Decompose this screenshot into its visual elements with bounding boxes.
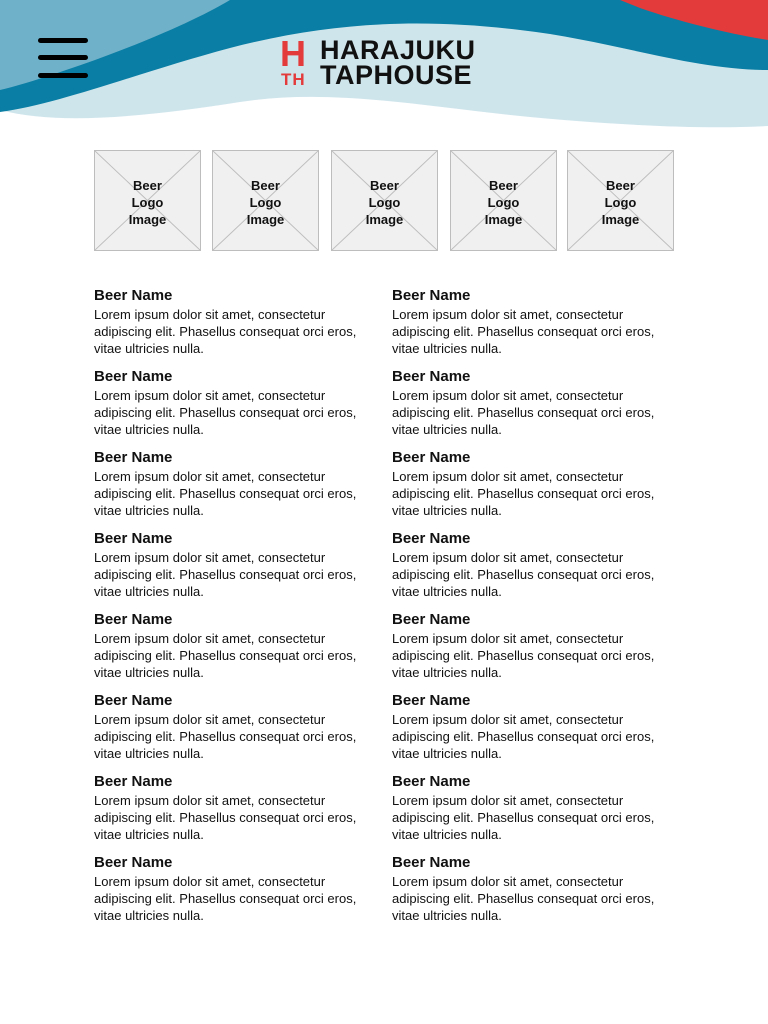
beer-logo-image bbox=[331, 150, 438, 251]
beer-logo-image bbox=[94, 150, 201, 251]
beer-logo-image bbox=[567, 150, 674, 251]
brand-name-line1: HARAJUKU bbox=[320, 35, 476, 65]
brand-name bbox=[320, 35, 476, 90]
beer-description: Lorem ipsum dolor sit amet, consectetur adipiscing elit. Phasellus consequat orci eros, vitae ultricies nulla. bbox=[94, 631, 357, 680]
brand-name-line2: TAPHOUSE bbox=[320, 60, 473, 90]
beer-description: Lorem ipsum dolor sit amet, consectetur adipiscing elit. Phasellus consequat orci eros, vitae ultricies nulla. bbox=[94, 469, 357, 518]
beer-description: Lorem ipsum dolor sit amet, consectetur adipiscing elit. Phasellus consequat orci eros, vitae ultricies nulla. bbox=[392, 712, 655, 761]
beer-name: Beer Name bbox=[392, 611, 471, 628]
beer-name: Beer Name bbox=[392, 449, 471, 466]
brand-mark bbox=[280, 33, 316, 90]
beer-description: Lorem ipsum dolor sit amet, consectetur adipiscing elit. Phasellus consequat orci eros, vitae ultricies nulla. bbox=[392, 469, 655, 518]
beer-name: Beer Name bbox=[392, 854, 471, 871]
beer-description: Lorem ipsum dolor sit amet, consectetur adipiscing elit. Phasellus consequat orci eros, vitae ultricies nulla. bbox=[94, 712, 357, 761]
beer-name: Beer Name bbox=[94, 368, 173, 385]
beer-name: Beer Name bbox=[94, 449, 173, 466]
beer-description: Lorem ipsum dolor sit amet, consectetur adipiscing elit. Phasellus consequat orci eros, vitae ultricies nulla. bbox=[392, 307, 655, 356]
beer-logo-label: Beer Logo Image bbox=[246, 178, 285, 227]
beer-description: Lorem ipsum dolor sit amet, consectetur adipiscing elit. Phasellus consequat orci eros, vitae ultricies nulla. bbox=[392, 631, 655, 680]
beer-list-item[interactable] bbox=[392, 854, 677, 924]
beer-name: Beer Name bbox=[94, 611, 173, 628]
beer-logo-label: Beer Logo Image bbox=[484, 178, 523, 227]
beer-list-item[interactable] bbox=[94, 773, 379, 843]
beer-list-item[interactable] bbox=[94, 611, 379, 681]
beer-name: Beer Name bbox=[94, 692, 173, 709]
beer-description: Lorem ipsum dolor sit amet, consectetur adipiscing elit. Phasellus consequat orci eros, vitae ultricies nulla. bbox=[392, 388, 655, 437]
beer-logo-image bbox=[450, 150, 557, 251]
beer-description: Lorem ipsum dolor sit amet, consectetur adipiscing elit. Phasellus consequat orci eros, vitae ultricies nulla. bbox=[94, 793, 357, 842]
beer-name: Beer Name bbox=[392, 530, 471, 547]
beer-list-item[interactable] bbox=[392, 692, 677, 762]
beer-list-item[interactable] bbox=[94, 449, 379, 519]
beer-name: Beer Name bbox=[392, 287, 471, 304]
brand-mark-h: H bbox=[280, 33, 306, 74]
brand-mark-th: TH bbox=[281, 70, 306, 89]
beer-logo-image bbox=[212, 150, 319, 251]
beer-logo-label: Beer Logo Image bbox=[128, 178, 167, 227]
beer-logo-label: Beer Logo Image bbox=[365, 178, 404, 227]
beer-name: Beer Name bbox=[392, 692, 471, 709]
beer-list-item[interactable] bbox=[392, 368, 677, 438]
beer-list-item[interactable] bbox=[392, 611, 677, 681]
beer-name: Beer Name bbox=[392, 368, 471, 385]
beer-list-item[interactable] bbox=[392, 287, 677, 357]
beer-description: Lorem ipsum dolor sit amet, consectetur adipiscing elit. Phasellus consequat orci eros, vitae ultricies nulla. bbox=[94, 388, 357, 437]
beer-name: Beer Name bbox=[94, 530, 173, 547]
beer-description: Lorem ipsum dolor sit amet, consectetur adipiscing elit. Phasellus consequat orci eros, vitae ultricies nulla. bbox=[94, 307, 357, 356]
menu-bar bbox=[38, 38, 88, 43]
beer-description: Lorem ipsum dolor sit amet, consectetur adipiscing elit. Phasellus consequat orci eros, vitae ultricies nulla. bbox=[392, 874, 655, 923]
beer-list-item[interactable] bbox=[392, 773, 677, 843]
menu-bar bbox=[38, 55, 88, 60]
beer-name: Beer Name bbox=[392, 773, 471, 790]
beer-description: Lorem ipsum dolor sit amet, consectetur adipiscing elit. Phasellus consequat orci eros, vitae ultricies nulla. bbox=[392, 550, 655, 599]
hamburger-menu-icon[interactable] bbox=[36, 36, 90, 84]
beer-name: Beer Name bbox=[94, 854, 173, 871]
beer-list-item[interactable] bbox=[94, 530, 379, 600]
beer-description: Lorem ipsum dolor sit amet, consectetur adipiscing elit. Phasellus consequat orci eros, vitae ultricies nulla. bbox=[94, 874, 357, 923]
beer-logo-strip bbox=[94, 150, 674, 251]
beer-list-item[interactable] bbox=[94, 368, 379, 438]
menu-bar bbox=[38, 73, 88, 78]
beer-list-item[interactable] bbox=[94, 287, 379, 357]
beer-description: Lorem ipsum dolor sit amet, consectetur adipiscing elit. Phasellus consequat orci eros, vitae ultricies nulla. bbox=[94, 550, 357, 599]
beer-name: Beer Name bbox=[94, 287, 173, 304]
beer-description: Lorem ipsum dolor sit amet, consectetur adipiscing elit. Phasellus consequat orci eros, vitae ultricies nulla. bbox=[392, 793, 655, 842]
beer-list-item[interactable] bbox=[392, 449, 677, 519]
beer-list-item[interactable] bbox=[94, 854, 379, 924]
beer-list-item[interactable] bbox=[94, 692, 379, 762]
beer-name: Beer Name bbox=[94, 773, 173, 790]
beer-logo-label: Beer Logo Image bbox=[601, 178, 640, 227]
beer-list-item[interactable] bbox=[392, 530, 677, 600]
